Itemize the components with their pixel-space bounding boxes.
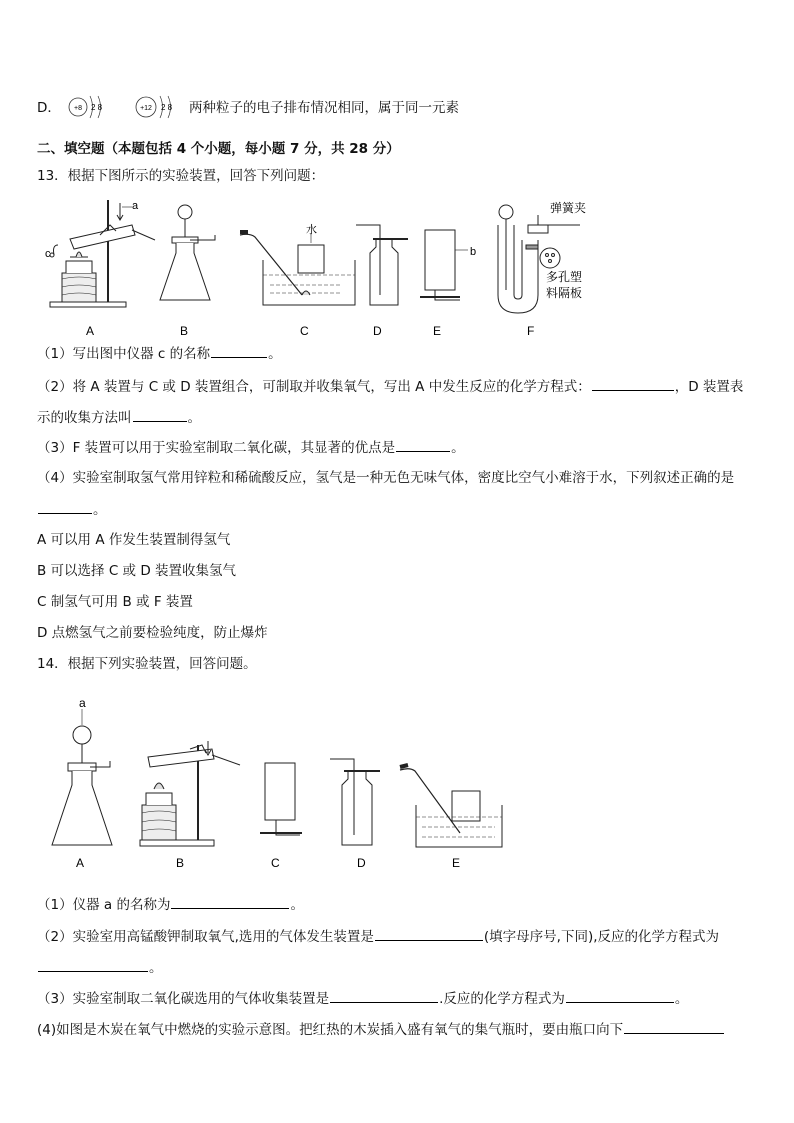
answer-blank[interactable]	[211, 344, 267, 358]
q14-stem: 14．根据下列实验装置，回答问题。	[37, 656, 257, 672]
q13-label-d: D	[373, 324, 382, 338]
spring-clip-label: 弹簧夹	[550, 201, 587, 215]
answer-blank[interactable]	[171, 895, 289, 909]
q14-part1-end: 。	[290, 897, 304, 913]
answer-blank[interactable]	[375, 927, 483, 941]
answer-blank[interactable]	[38, 958, 148, 972]
q14-device-b	[140, 741, 240, 846]
q14-label-d: D	[357, 856, 366, 870]
q14-label-c: C	[271, 856, 280, 870]
q14-label-b: B	[176, 856, 185, 870]
q13-tag-a: a	[132, 200, 139, 212]
q13-part4: （4）实验室制取氢气常用锌粒和稀硫酸反应，氢气是一种无色无味气体，密度比空气小难溶于水，下列叙述正确的是	[37, 470, 735, 486]
option-d	[37, 99, 61, 117]
q13-label-e: E	[433, 324, 442, 338]
q14-part3-end: 。	[674, 991, 689, 1007]
q14-part2-mid: (填字母序号,下同),反应的化学方程式为	[483, 929, 720, 945]
q13-label-b: B	[180, 324, 189, 338]
q14-part2-end: 。	[149, 960, 163, 976]
q13-part1-end: 。	[268, 346, 282, 362]
atom-structure-diagram-1	[64, 92, 114, 122]
q13-tag-b: b	[470, 246, 477, 258]
answer-blank[interactable]	[330, 989, 438, 1003]
q13-water-label: 水	[306, 224, 317, 236]
q13-device-e	[420, 230, 468, 300]
atom1-shells: 2 8	[91, 103, 103, 112]
q14-device-a	[52, 709, 112, 845]
atom2-shells: 2 8	[161, 103, 173, 112]
q13-label-a: A	[86, 324, 95, 338]
q14-part4	[37, 1020, 725, 1039]
q14-part3-mid: .反应的化学方程式为	[439, 991, 565, 1007]
q14-part4-text: (4)如图是木炭在氧气中燃烧的实验示意图。把红热的木炭插入盛有氧气的集气瓶时，要由瓶口向下	[37, 1022, 624, 1038]
q13-part2-cont-end: 。	[187, 410, 201, 426]
q13-stem: 13．根据下图所示的实验装置，回答下列问题：	[37, 168, 325, 184]
q13-device-b	[160, 205, 215, 300]
q13-part1	[37, 344, 282, 363]
atom1-nucleus: +8	[74, 105, 82, 112]
q14-part1-text: （1）仪器 a 的名称为	[37, 897, 171, 913]
q13-part4-cont	[37, 500, 107, 519]
porous-plate-label-2: 料隔板	[546, 286, 583, 300]
q14-part3	[37, 989, 688, 1008]
q14-device-d	[330, 759, 380, 845]
answer-blank[interactable]	[38, 500, 92, 514]
atom-structure-diagram-2	[132, 92, 190, 122]
q13-part1-text: （1）写出图中仪器 c 的名称	[37, 346, 211, 362]
q14-part1	[37, 895, 304, 914]
q13-part3-text: （3）F 装置可以用于实验室制取二氧化碳，其显著的优点是	[37, 440, 396, 456]
atom2-nucleus: +12	[140, 105, 152, 112]
q13-option-b: B 可以选择 C 或 D 装置收集氢气	[37, 563, 237, 579]
answer-blank[interactable]	[396, 438, 450, 452]
q13-label-c: C	[300, 324, 309, 338]
q14-device-c	[260, 763, 302, 835]
answer-blank[interactable]	[624, 1020, 724, 1034]
q13-device-c	[240, 232, 355, 305]
answer-blank[interactable]	[592, 377, 674, 391]
q13-apparatus-figure	[40, 195, 600, 340]
porous-plate-label-1: 多孔塑	[546, 270, 583, 284]
q13-option-a: A 可以用 A 作发生装置制得氢气	[37, 532, 231, 548]
answer-blank[interactable]	[133, 408, 187, 422]
option-d-text: 两种粒子的电子排布情况相同，属于同一元素	[189, 100, 459, 116]
q14-device-e	[400, 765, 502, 847]
q14-part2-cont	[37, 958, 163, 977]
q14-label-e: E	[452, 856, 461, 870]
answer-blank[interactable]	[566, 989, 674, 1003]
q14-part2-text: （2）实验室用高锰酸钾制取氧气,选用的气体发生装置是	[37, 929, 374, 945]
q14-label-a: A	[76, 856, 85, 870]
q13-part2	[37, 377, 743, 396]
q13-part2-cont-text: 示的收集方法叫	[37, 410, 132, 426]
q13-part3	[37, 438, 465, 457]
q14-part2	[37, 927, 719, 946]
q13-part3-end: 。	[451, 440, 465, 456]
option-d-label: D．	[37, 100, 61, 116]
q13-part2-mid: ，D 装置表	[674, 379, 744, 395]
q14-tag-a: a	[79, 696, 86, 710]
q13-tag-c: c	[45, 248, 51, 260]
q13-device-a	[50, 200, 155, 307]
q13-part2-cont	[37, 408, 201, 427]
q13-part2-text: （2）将 A 装置与 C 或 D 装置组合，可制取并收集氧气，写出 A 中发生反应的化学方程式：	[37, 379, 591, 395]
q14-apparatus-figure	[40, 695, 540, 875]
section-title: 二、填空题（本题包括 4 个小题，每小题 7 分，共 28 分）	[37, 141, 400, 157]
q13-part4-end: 。	[93, 502, 107, 518]
q13-option-d: D 点燃氢气之前要检验纯度，防止爆炸	[37, 625, 268, 641]
q13-label-f: F	[527, 324, 535, 338]
q13-device-d	[356, 225, 408, 305]
q14-part3-text: （3）实验室制取二氧化碳选用的气体收集装置是	[37, 991, 330, 1007]
q13-option-c: C 制氢气可用 B 或 F 装置	[37, 594, 193, 610]
